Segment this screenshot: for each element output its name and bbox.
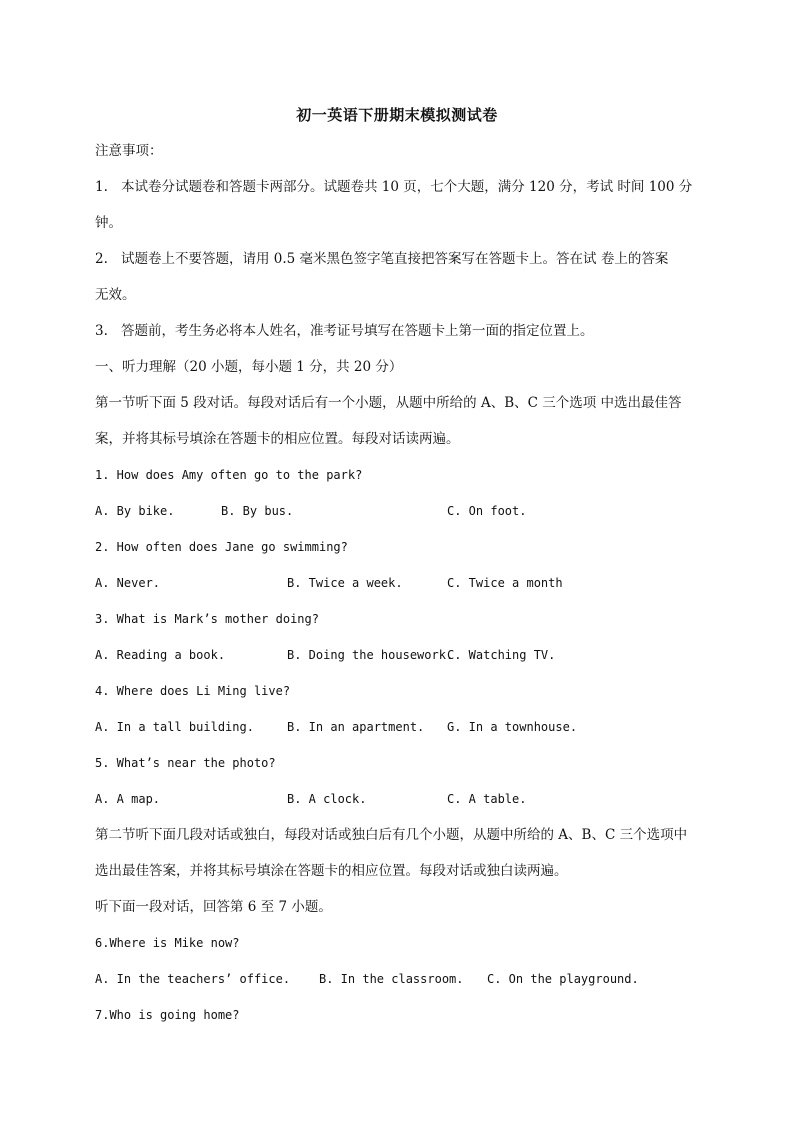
note-text: 本试卷分试题卷和答题卡两部分。试题卷共 10 页，七个大题，满分 120 分，考试 时间 100 分 [121, 179, 693, 195]
option-a: A. Reading a book. [95, 648, 226, 662]
question-4: 4. Where does Li Ming live? [95, 684, 291, 698]
question-1: 1. How does Amy often go to the park? [95, 468, 363, 482]
note-text: 试题卷上不要答题，请用 0.5 毫米黑色签字笔直接把答案写在答题卡上。答在试 卷上的答案 [121, 251, 669, 267]
part-2-intro: 第二节听下面几段对话或独白，每段对话或独白后有几个小题，从题中所给的 A、B、C 三个选项中 [95, 827, 688, 843]
option-a: A. In a tall building. [95, 720, 254, 734]
note-number: 1. [95, 179, 108, 195]
section-1-heading: 一、听力理解（20 小题，每小题 1 分，共 20 分） [95, 359, 403, 375]
option-b: B. By bus. [221, 504, 294, 518]
question-2-options [95, 574, 695, 592]
page-title: 初一英语下册期末模拟测试卷 [296, 106, 498, 124]
note-text: 答题前，考生务必将本人姓名，准考证号填写在答题卡上第一面的指定位置上。 [121, 323, 594, 339]
question-1-options [95, 502, 695, 520]
part-1-intro-continued: 案，并将其标号填涂在答题卡的相应位置。每段对话读两遍。 [95, 431, 460, 447]
question-3: 3. What is Mark’s mother doing? [95, 612, 319, 626]
option-c: C. A table. [447, 792, 527, 806]
question-5: 5. What’s near the photo? [95, 756, 276, 770]
option-b: B. In the classroom. [319, 972, 464, 986]
question-2: 2. How often does Jane go swimming? [95, 540, 348, 554]
note-number: 2. [95, 251, 108, 267]
option-a: A. A map. [95, 792, 161, 806]
option-a: A. In the teachers’ office. [95, 972, 291, 986]
question-4-options [95, 718, 695, 736]
option-b: B. Twice a week. [287, 576, 403, 590]
option-a: A. Never. [95, 576, 161, 590]
part-2-instruction: 听下面一段对话，回答第 6 至 7 小题。 [95, 899, 332, 915]
notice-heading: 注意事项： [95, 143, 163, 159]
option-c: C. On the playground. [487, 972, 639, 986]
question-3-options [95, 646, 695, 664]
option-b: B. In an apartment. [287, 720, 425, 734]
option-c: C. Watching TV. [447, 648, 556, 662]
note-2 [95, 250, 668, 268]
note-3 [95, 322, 594, 340]
question-6: 6.Where is Mike now? [95, 936, 240, 950]
part-2-intro-continued: 选出最佳答案，并将其标号填涂在答题卡的相应位置。每段对话或独白读两遍。 [95, 863, 568, 879]
note-2-continued: 无效。 [95, 287, 136, 303]
question-7: 7.Who is going home? [95, 1008, 240, 1022]
question-6-options [95, 970, 715, 988]
part-1-intro: 第一节听下面 5 段对话。每段对话后有一个小题，从题中所给的 A、B、C 三个选项 中选出最佳答 [95, 395, 682, 411]
option-b: B. Doing the housework. [287, 648, 454, 662]
option-c: G. In a townhouse. [447, 720, 578, 734]
note-1-continued: 钟。 [95, 215, 122, 231]
option-c: C. On foot. [447, 504, 527, 518]
question-5-options [95, 790, 695, 808]
option-c: C. Twice a month [447, 576, 563, 590]
option-a: A. By bike. [95, 504, 175, 518]
option-b: B. A clock. [287, 792, 367, 806]
note-1 [95, 178, 692, 196]
note-number: 3. [95, 323, 108, 339]
